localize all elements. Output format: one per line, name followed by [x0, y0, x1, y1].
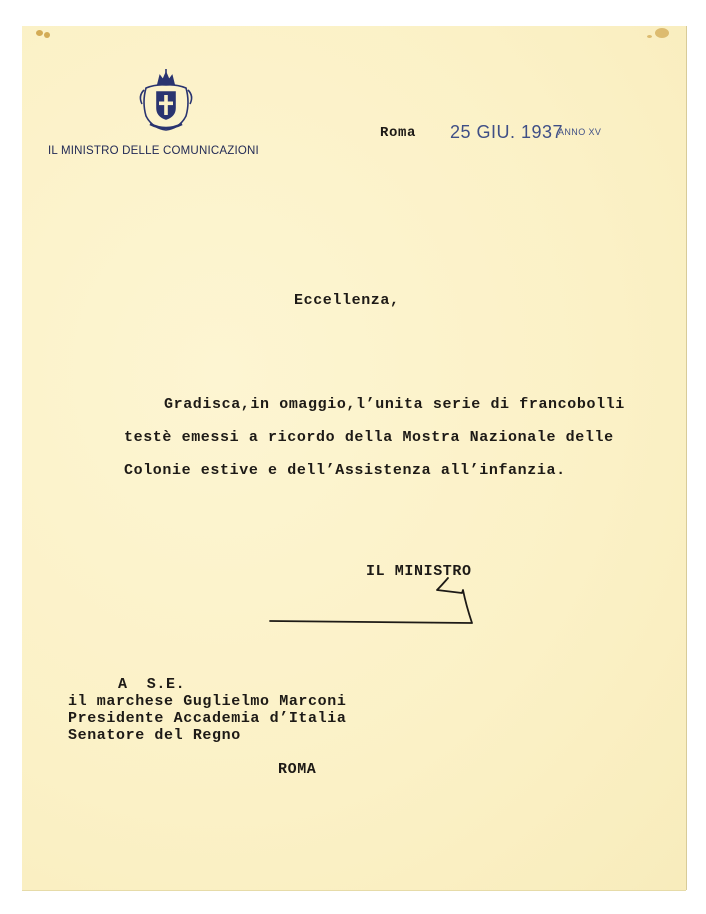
body-line-1: Gradisca,in omaggio,l’unita serie di francobolli: [164, 396, 625, 413]
date-stamp-era: ANNO XV: [558, 127, 602, 137]
addressee-city: ROMA: [278, 761, 317, 778]
stain-top-left-2: [44, 32, 50, 38]
stain-top-left: [36, 30, 43, 36]
addressee-line-2: il marchese Guglielmo Marconi: [68, 693, 347, 710]
handwritten-signature-icon: [262, 575, 492, 635]
stain-top-right: [655, 28, 669, 38]
addressee-line-4: Senatore del Regno: [68, 727, 241, 744]
salutation: Eccellenza,: [294, 292, 400, 309]
stain-top-right-2: [647, 35, 652, 38]
body-line-3: Colonie estive e dell’Assistenza all’infanzia.: [124, 462, 566, 479]
letterhead-title: IL MINISTRO DELLE COMUNICAZIONI: [48, 145, 259, 157]
savoy-royal-crest-icon: [136, 68, 196, 138]
date-stamp: 25 GIU. 1937: [450, 122, 564, 142]
addressee-line-1: A S.E.: [118, 676, 186, 693]
addressee-line-3: Presidente Accademia d’Italia: [68, 710, 347, 727]
body-line-2: testè emessi a ricordo della Mostra Nazionale delle: [124, 429, 614, 446]
dateline-place: Roma: [380, 125, 417, 141]
signatory-title: IL MINISTRO: [366, 563, 472, 580]
